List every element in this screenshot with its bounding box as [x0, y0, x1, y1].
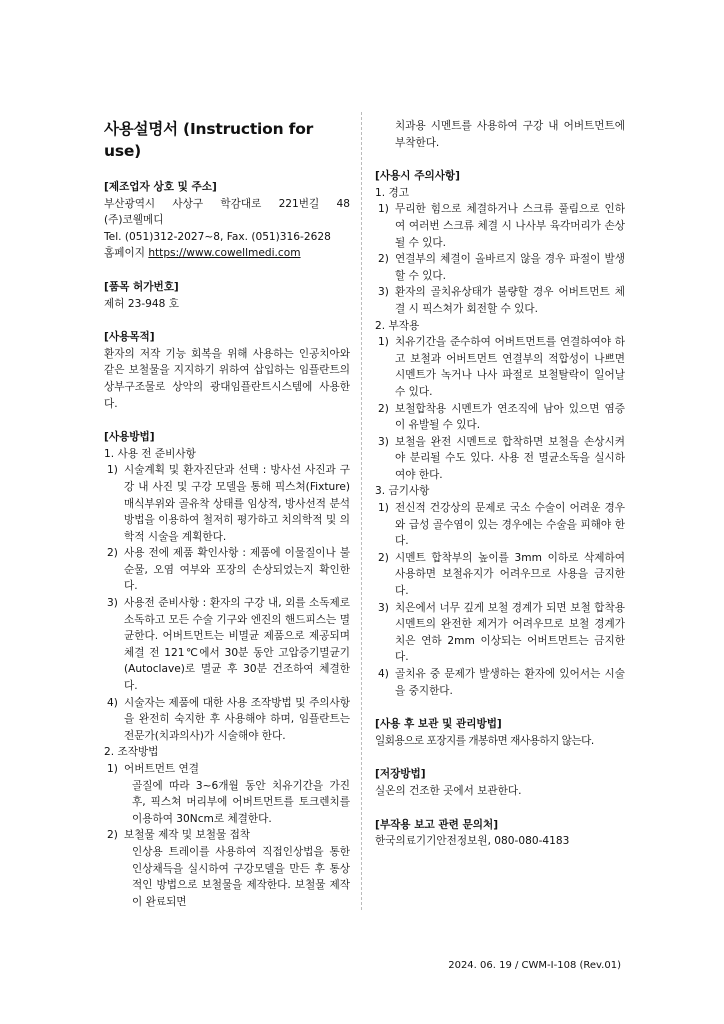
list-item	[375, 201, 625, 251]
report-text: 한국의료기기안전정보원, 080-080-4183	[375, 835, 570, 848]
caution-section-title: 2. 부작용	[375, 319, 420, 332]
item-text: 시멘트 합착부의 높이를 3mm 이하로 삭제하여 사용하면 보철유지가 어려우므로 사용을 금지한다.	[395, 551, 625, 598]
homepage-link[interactable]: https://www.cowellmedi.com	[148, 247, 301, 260]
item-text: 사용 전에 제품 확인사항 : 제품에 이물질이나 불순물, 오염 여부와 포장의 손상되었는지 확인한다.	[124, 547, 350, 593]
item-number: 3)	[378, 601, 389, 614]
item-text: 치은에서 너무 깊게 보철 경계가 되면 보철 합착용 시멘트의 완전한 제거가 어려우므로 보철 경계가 치은 연하 2mm 이상되는 어버트먼트는 금지한다.	[395, 601, 625, 664]
item-text: 환자의 골치유상태가 불량할 경우 어버트먼트 체결 시 픽스쳐가 회전할 수 있다.	[395, 286, 625, 315]
item-text: 골치유 중 문제가 발생하는 환자에 있어서는 시술을 중지한다.	[395, 668, 625, 697]
left-column	[104, 118, 350, 927]
list-item	[375, 500, 625, 550]
list-item	[375, 401, 625, 434]
list-item	[375, 600, 625, 666]
list-item	[104, 595, 350, 695]
storage-after-use-text: 일회용으로 포장지를 개봉하면 재사용하지 않는다.	[375, 734, 594, 747]
document-title: 사용설명서 (Instruction for use)	[104, 120, 314, 160]
item-text: 사용전 준비사항 : 환자의 구강 내, 외를 소독제로 소독하고 모든 수술 기구와 엔진의 핸드피스는 멸균한다. 어버트먼트는 비멸균 제품으로 제공되며 체결 전 121℃에서 30분 동안 고압증기멸균기(Autoclave)로 멸균 후 30분 건조하여 체결한다.	[124, 597, 350, 693]
storage-after-use-heading: [사용 후 보관 및 관리방법]	[375, 718, 502, 731]
list-item	[375, 284, 625, 317]
cautions-heading: [사용시 주의사항]	[375, 170, 461, 183]
storage-heading: [저장방법]	[375, 768, 426, 781]
homepage-label: 홈페이지	[104, 247, 149, 260]
list-item	[375, 434, 625, 484]
item-text: 골질에 따라 3~6개월 동안 치유기간을 가진 후, 픽스쳐 머리부에 어버트먼트를 토크렌치를 이용하여 30Ncm로 체결한다.	[132, 779, 350, 825]
item-text: 시술자는 제품에 대한 사용 조작방법 및 주의사항을 완전히 숙지한 후 사용해야 하며, 임플란트는 전문가(치과의사)가 시술해야 한다.	[124, 696, 350, 742]
list-item	[104, 827, 350, 927]
method-section-title: 1. 사용 전 준비사항	[104, 447, 196, 460]
item-number: 2)	[107, 829, 118, 842]
item-number: 4)	[378, 668, 389, 680]
item-number: 4)	[107, 696, 118, 709]
method-heading: [사용방법]	[104, 431, 155, 444]
item-heading: 보철물 제작 및 보철물 접착	[124, 829, 251, 842]
item-number: 1)	[378, 203, 389, 216]
item-text: 보철합착용 시멘트가 연조직에 남아 있으면 염증이 유발될 수 있다.	[395, 402, 625, 432]
method-section-title: 2. 조작방법	[104, 746, 159, 759]
permit-heading: [품목 허가번호]	[104, 280, 179, 293]
list-item	[375, 251, 625, 284]
manufacturer-homepage	[104, 245, 350, 262]
list-item	[375, 334, 625, 400]
document-footer: 2024. 06. 19 / CWM-I-108 (Rev.01)	[448, 960, 621, 971]
item-number: 2)	[378, 402, 389, 415]
item-text-part1: 인상용 트레이를 사용하여 직접인상법을 통한 인상채득을 실시하여 구강모델을 만든 후 통상적인 방법으로 보철물을 제작한다. 보철물 제작이 완료되면	[132, 845, 350, 908]
item-text: 무리한 힘으로 체결하거나 스크류 풀림으로 인하여 여러번 스크류 체결 시 나사부 육각머리가 손상될 수 있다.	[395, 203, 625, 249]
item-number: 3)	[378, 435, 389, 448]
manufacturer-address: 부산광역시 사상구 학감대로 221번길 48	[104, 197, 350, 210]
purpose-text: 환자의 저작 기능 회복을 위해 사용하는 인공치아와 같은 보철물을 지지하기 위하여 삽입하는 임플란트의 상부구조물로 상악의 광대임플란트시스템에 사용한다.	[104, 347, 350, 410]
caution-section-title: 1. 경고	[375, 186, 409, 199]
item-number: 1)	[378, 336, 389, 349]
item-text: 전신적 건강상의 문제로 국소 수술이 어려운 경우와 급성 골수염이 있는 경우에는 수술을 피해야 한다.	[395, 502, 625, 548]
purpose-heading: [사용목적]	[104, 331, 155, 344]
item-number: 2)	[378, 551, 389, 564]
item-heading: 어버트먼트 연결	[124, 763, 200, 775]
item-number: 3)	[107, 597, 118, 610]
item-number: 1)	[107, 763, 118, 775]
list-item	[104, 462, 350, 545]
manufacturer-heading: [제조업자 상호 및 주소]	[104, 181, 217, 193]
item-number: 3)	[378, 286, 389, 299]
right-column	[375, 118, 625, 850]
permit-number: 제허 23-948 호	[104, 297, 179, 310]
manufacturer-name: (주)코웰메디	[104, 214, 164, 227]
column-divider	[361, 112, 362, 910]
manufacturer-contact: Tel. (051)312-2027~8, Fax. (051)316-2628	[104, 230, 331, 243]
list-item	[104, 761, 350, 827]
item-number: 1)	[107, 464, 118, 477]
list-item	[104, 695, 350, 745]
list-item	[104, 545, 350, 595]
item-text-part2: 치과용 시멘트를 사용하여 구강 내 어버트먼트에 부착한다.	[395, 120, 625, 149]
storage-text: 실온의 건조한 곳에서 보관한다.	[375, 784, 522, 797]
item-text: 보철을 완전 시멘트로 합착하면 보철을 손상시켜야 분리될 수도 있다. 사용 전 멸균소독을 실시하여야 한다.	[395, 435, 625, 481]
item-number: 2)	[378, 253, 389, 266]
list-item	[375, 666, 625, 699]
item-text: 시술계획 및 환자진단과 선택 : 방사선 사진과 구강 내 사진 및 구강 모델을 통해 픽스쳐(Fixture) 매식부위와 골유착 상태를 임상적, 방사선적 분석 방법을 이용하여 철저히 평가하고 치의학적 및 의학적 시술을 계획한다.	[124, 464, 350, 543]
item-number: 2)	[107, 547, 118, 560]
item-text: 치유기간을 준수하여 어버트먼트를 연결하여야 하고 보철과 어버트먼트 연결부의 적합성이 나쁘면 시멘트가 녹거나 나사 파절로 보철탈락이 일어날 수 있다.	[395, 336, 625, 398]
item-text: 연결부의 체결이 올바르지 않을 경우 파절이 발생할 수 있다.	[395, 253, 625, 282]
report-heading: [부작용 보고 관련 문의처]	[375, 818, 499, 831]
item-number: 1)	[378, 502, 389, 515]
caution-section-title: 3. 금기사항	[375, 485, 430, 498]
list-item	[375, 550, 625, 600]
